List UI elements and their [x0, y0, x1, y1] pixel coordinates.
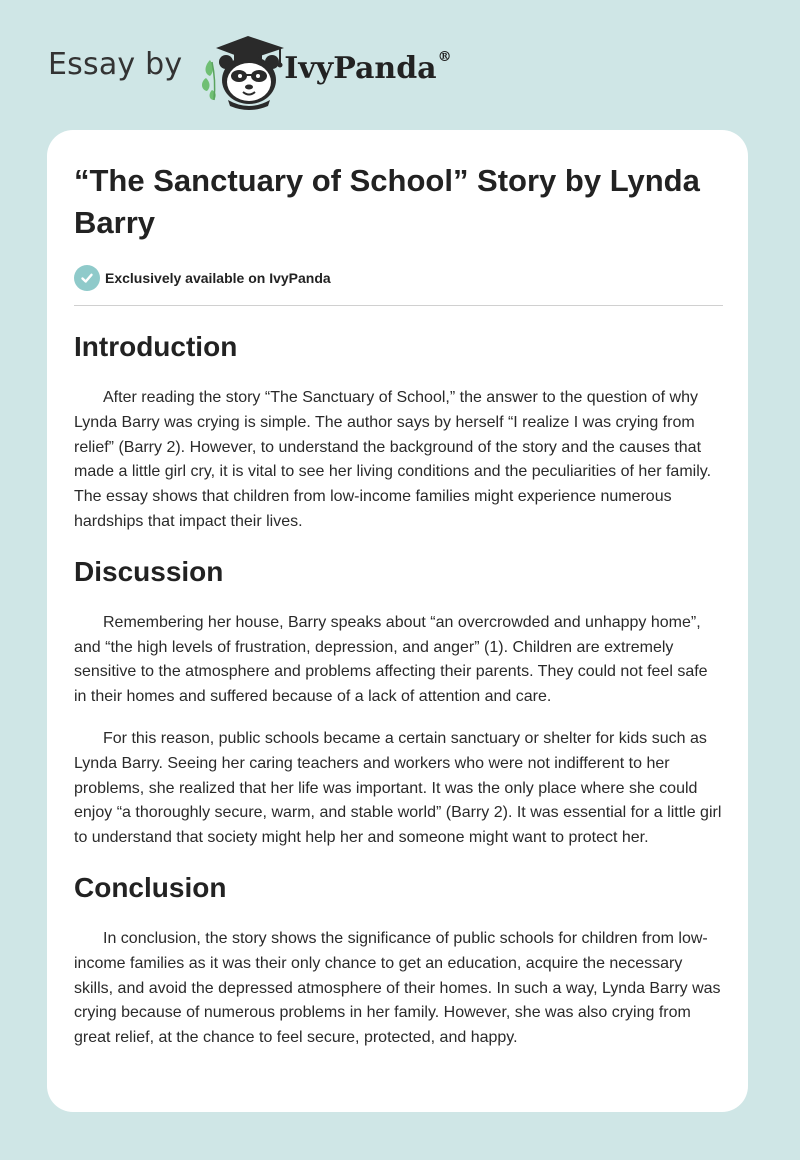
- essay-by-label: Essay by: [48, 46, 183, 82]
- page-title: “The Sanctuary of School” Story by Lynda Barry: [74, 163, 700, 240]
- essay-card: [47, 130, 748, 1112]
- section-heading-discussion: Discussion: [74, 555, 224, 587]
- section-heading-conclusion: Conclusion: [74, 871, 227, 903]
- exclusive-badge-text: Exclusively available on IvyPanda: [105, 270, 331, 286]
- brand-name[interactable]: [284, 48, 452, 86]
- panda-logo-icon[interactable]: [196, 30, 288, 110]
- paragraph: After reading the story “The Sanctuary of School,” the answer to the question of why Lynda Barry was crying is simple. The author says by herself “I realize I was crying from relief” (Barry 2). However, to understand the background of the story and the causes that made a little girl cry, it is vital to see her living conditions and the peculiarities of her family. The essay shows that children from low-income families might experience numerous hardships that impact their lives.: [74, 389, 712, 530]
- site-header: [48, 30, 452, 110]
- registered-mark: ®: [437, 48, 452, 65]
- paragraph: For this reason, public schools became a certain sanctuary or shelter for kids such as Lynda Barry. Seeing her caring teachers and workers who were not indifferent to her problems, she realized that her life was important. It was the only place where she could enjoy “a thoroughly secure, warm, and stable world” (Barry 2). It was essential for a little girl to understand that society might help her and someone might want to protect her.: [74, 729, 722, 847]
- check-circle-icon: [74, 265, 100, 291]
- exclusive-badge: [74, 264, 723, 292]
- divider: [74, 305, 723, 306]
- section-heading-introduction: Introduction: [74, 331, 238, 362]
- paragraph: In conclusion, the story shows the significance of public schools for children from low-income families as it was their only chance to get an education, acquire the necessary skills, and avoid the depressed atmosphere of their homes. In such a way, Lynda Barry was crying because of numerous problems in her family. However, she was also crying from great relief, at the chance to feel secure, protected, and happy.: [74, 929, 721, 1047]
- paragraph: Remembering her house, Barry speaks about “an overcrowded and unhappy home”, and “the high levels of frustration, depression, and anger” (1). Children are extremely sensitive to the atmosphere and problems affecting their parents. They could not feel safe in their homes and suffered because of a lack of attention and care.: [74, 613, 708, 706]
- brand-name-text: IvyPanda: [284, 50, 437, 86]
- essay-content: [74, 160, 723, 1051]
